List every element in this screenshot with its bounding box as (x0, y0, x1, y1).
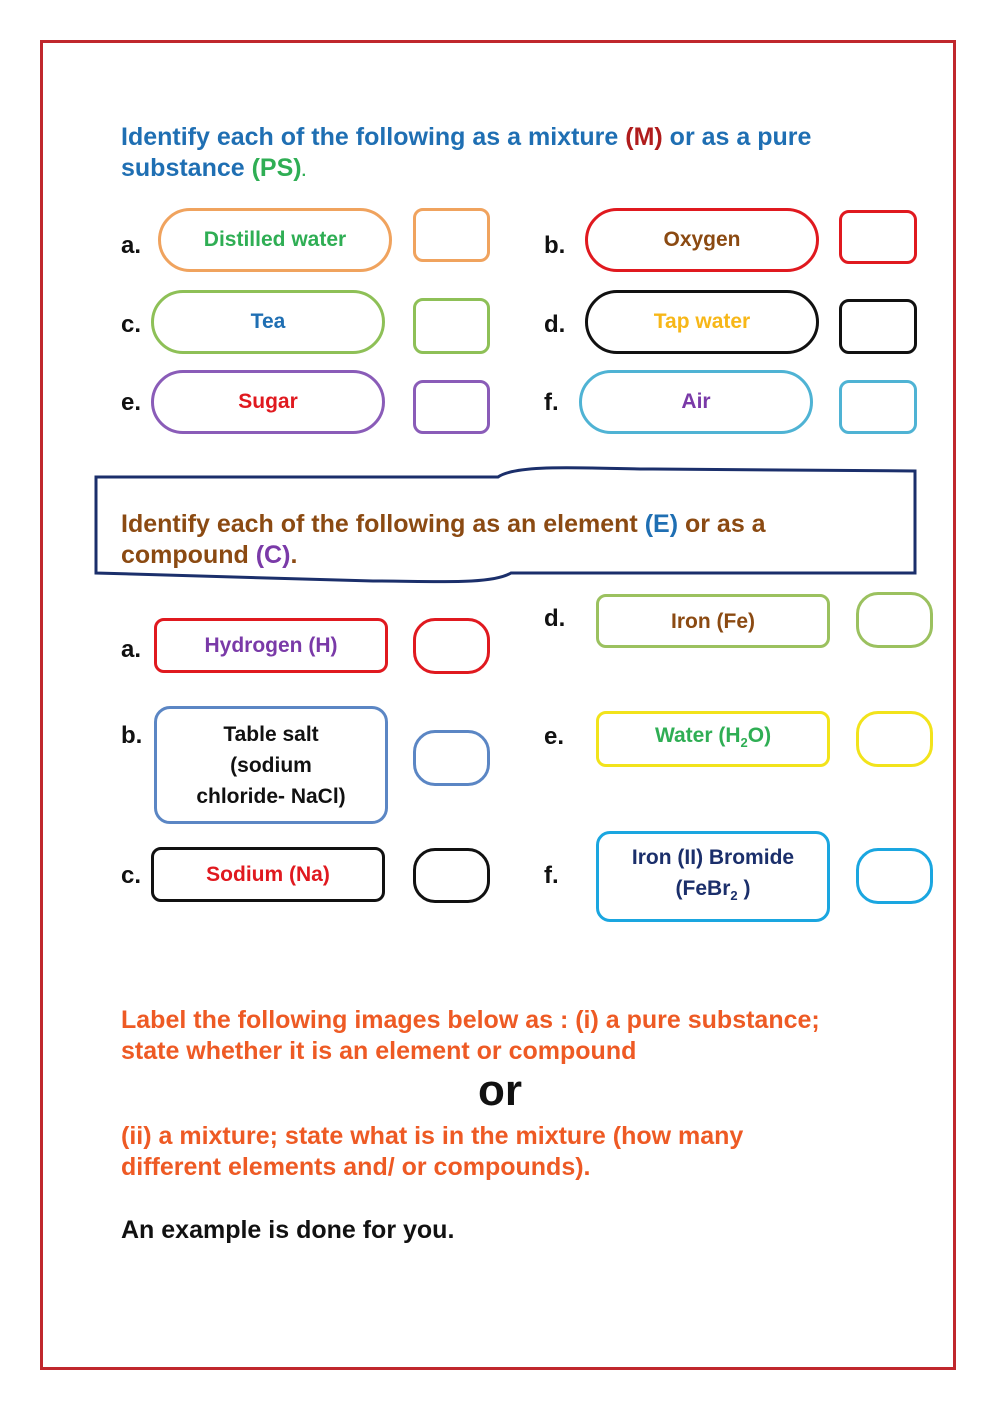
item-iron-bromide: Iron (II) Bromide (FeBr$_2$ ) (596, 831, 830, 922)
item-air: Air (579, 370, 813, 434)
item-letter: d. (544, 311, 566, 338)
item-oxygen: Oxygen (585, 208, 819, 272)
item-letter: b. (544, 232, 566, 259)
answer-box-2c[interactable] (413, 848, 490, 903)
item-letter: f. (544, 389, 559, 416)
item-iron: Iron (Fe) (596, 594, 830, 648)
answer-box-d[interactable] (839, 299, 917, 354)
item-letter: a. (121, 232, 142, 259)
item-letter: e. (121, 389, 142, 416)
answer-box-f[interactable] (839, 380, 917, 434)
section3-mixture-instructions: (ii) a mixture; state what is in the mixture (how many different elements and/ or compounds). (121, 1122, 744, 1181)
answer-box-2f[interactable] (856, 848, 933, 904)
item-letter: d. (544, 605, 566, 632)
or-word: or (478, 1066, 522, 1115)
item-distilled-water: Distilled water (158, 208, 392, 272)
item-letter: b. (121, 722, 143, 749)
answer-box-2b[interactable] (413, 730, 490, 786)
answer-box-e[interactable] (413, 380, 490, 434)
answer-box-2a[interactable] (413, 618, 490, 674)
answer-box-2d[interactable] (856, 592, 933, 648)
item-letter: c. (121, 311, 142, 338)
item-tap-water: Tap water (585, 290, 819, 354)
answer-box-c[interactable] (413, 298, 490, 354)
answer-box-2e[interactable] (856, 711, 933, 767)
item-tea: Tea (151, 290, 385, 354)
item-letter: c. (121, 862, 142, 889)
item-letter: f. (544, 862, 559, 889)
example-note: An example is done for you. (121, 1216, 455, 1244)
item-letter: e. (544, 723, 565, 750)
section3-instructions: Label the following images below as : (i) a pure substance; state whether it is an element or compound (121, 1006, 820, 1065)
item-sodium: Sodium (Na) (151, 847, 385, 902)
item-hydrogen: Hydrogen (H) (154, 618, 388, 673)
item-letter: a. (121, 636, 142, 663)
item-sugar: Sugar (151, 370, 385, 434)
item-water: Water $(H_2O)$ (596, 711, 830, 767)
answer-box-a[interactable] (413, 208, 490, 262)
section2-heading: Identify each of the following as an element (E) or as a compound (C). (121, 510, 766, 569)
item-table-salt: Table salt (sodium chloride- NaCl) (154, 706, 388, 824)
answer-box-b[interactable] (839, 210, 917, 264)
section1-heading: Identify each of the following as a mixture (M) or as a pure substance (PS). (121, 123, 812, 182)
